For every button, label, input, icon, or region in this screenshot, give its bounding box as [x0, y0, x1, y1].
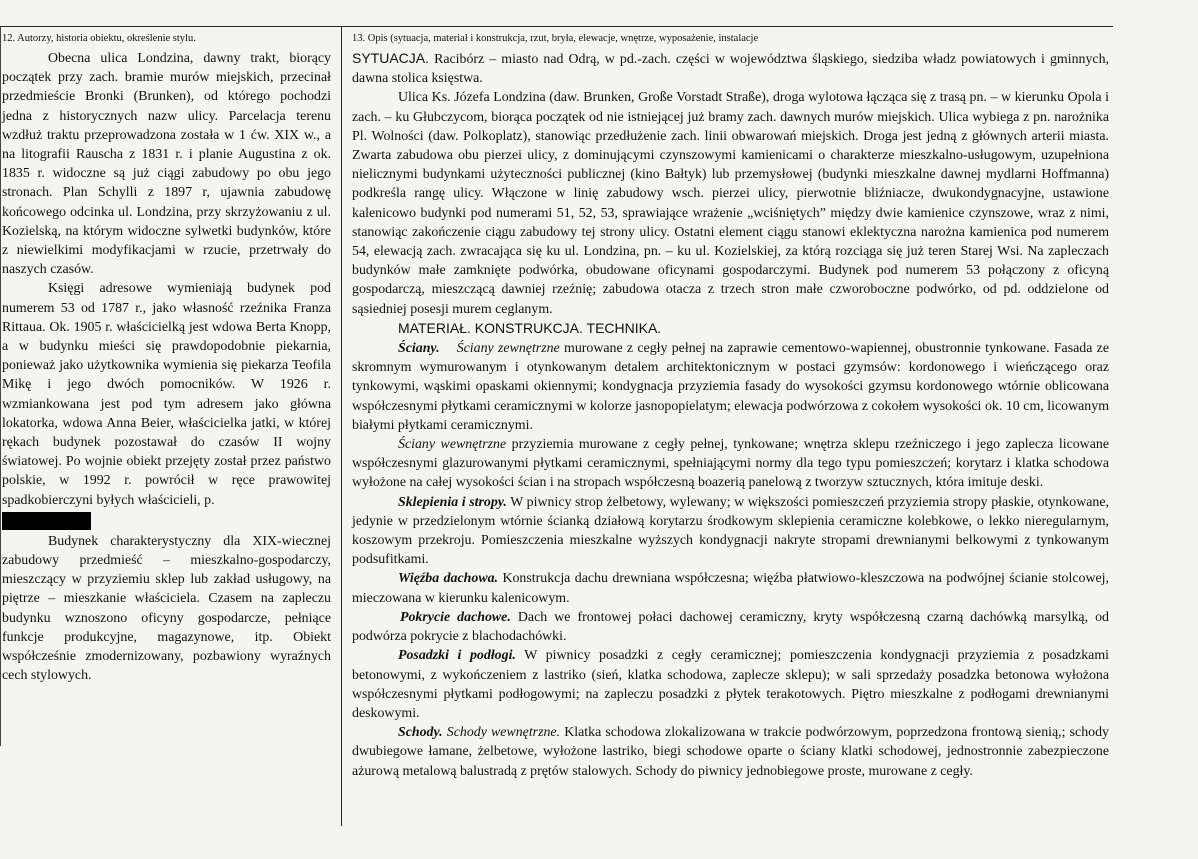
history-paragraph-2: Księgi adresowe wymieniają budynek pod numerem 53 od 1787 r., jako własność rzeźnika Franza Rittaua. Ok. 1905 r. właścicielką jest wdowa Berta Knopp, a w budynku mieści się prawdopodobnie piekarnia, ponieważ jako użytkownika wymienia się piekarza Teofila Mikę i jego dwóch pomocników. W 1926 r. wzmiankowana jest pod tym adresem jako główna lokatorka, wdowa Anna Beier, właścicielka jatki, w której rękach budynek pozostawał do czasów II wojny światowej. Po wojnie obiekt przejęty został przez państwo polskie, w 1992 r. powrócił w ręce prawowitej spadkobierczyni byłych właścicieli, p.: [2, 281, 331, 508]
sciany-zew-label: Ściany zewnętrzne: [456, 341, 560, 357]
sklepienia-paragraph: [352, 493, 1109, 570]
history-paragraph-1: Obecna ulica Londzina, dawny trakt, biorący początek przy zach. bramie murów miejskich, przecinał przedmieście Bronki (Brunken), od którego pochodzi jedna z historycznych nazw ulicy. Parcelacja terenu wzdłuż traktu przeprowadzona została w 1 ćw. XIX w., a na litografii Rauscha z 1831 r. i planie Augustina z ok. 1835 r. widoczne są już ciągi zabudowy po obu jego stronach. Plan Schylli z 1897 r, ujawnia zabudowę końcowego odcinka ul. Londzina, przy skrzyżowaniu z ul. Kozielską, na którym widoczne sylwetki budynków, które z niewielkimi modyfikacjami w rzucie, przetrwały do naszych czasów.: [2, 51, 331, 278]
sciany-wew-paragraph: [352, 435, 1109, 493]
posadzki-text: W piwnicy posadzki z cegły ceramicznej; pomieszczenia kondygnacji przyziemia z posadzkami betonowymi, z wykończeniem z lastriko (sień, klatka schodowa, zaplecze sklepu); w sali sprzedaży posadzka betonowa wyłożona współczesnymi płytkami podłogowymi; na zapleczu posadzki z płytek terakotowych. Piętro mieszkalne z podłogami drewnianymi deskowymi.: [352, 648, 1109, 721]
sciany-label: Ściany.: [398, 341, 440, 357]
column-divider: [341, 26, 342, 826]
history-column: [2, 32, 331, 686]
redaction-bar: [2, 512, 91, 530]
material-heading: [352, 319, 1109, 339]
pokrycie-paragraph: [352, 608, 1109, 646]
posadzki-label: Posadzki i podłogi.: [398, 648, 516, 664]
section-13-header: 13. Opis (sytuacja, materiał i konstrukcja, rzut, bryła, elewacje, wnętrze, wyposażenie, instalacje: [352, 33, 759, 44]
ulica-paragraph: Ulica Ks. Józefa Londzina (daw. Brunken, Große Vorstadt Straße), droga wylotowa łącząca się z trasą pn. – w kierunku Opola i zach. – ku Głubczycom, biorąca początek od nie istniejącej już bramy zach. dawnych murów miejskich. Ulica wybiega z pn. narożnika Pl. Wolności (daw. Polkoplatz), stanowiąc przedłużenie zach. linii obwarowań miejskich. Droga jest jedną z głównych arterii miasta. Zwarta zabudowa obu pierzei ulicy, z dominującymi czynszowymi kamienicami o charakterze mieszkalno-usługowym, uzupełniona nielicznymi budynkami użyteczności publicznej (kino Bałtyk) lub przemysłowej (budynki mieszkalne dawnej mydlarni Hoffmanna) podkreśla rangę ulicy. Włączone w linię zabudowy wsch. pierzei ulicy, pierwotnie bliźniacze, dwukondygnacyjne, ustawione kalenicowo budynki pod numerami 51, 52, 53, sprawiające wrażenie „wciśniętych” między dwie kamienice czynszowe, wraz z nimi, stanowiąc zakończenie ciągu zabudowy tej strony ulicy. Ostatni element ciągu stanowi eklektyczna narożna kamienica pod numerem 54, elewacją zach. zwracająca się ku ul. Londzina, pn. – ku ul. Kozielskiej, za którą rozciąga się już teren Starej Wsi. Na zapleczach budynków małe zamknięte podwórka, obudowane oficynami gospodarczymi. Budynek pod numerem 53 połączony z oficyną gospodarczą, mieszczącą dawniej rzeźnię; zabudowa otacza z trzech stron małe czworoboczne podwórko, od pd. oddzielone od sąsiedniej posesji murem ceglanym.: [352, 90, 1109, 317]
schody-text: Klatka schodowa zlokalizowana w trakcie podwórzowym, poprzedzona frontową sienią,; schody dwubiegowe łamane, żelbetowe, wyłożone lastriko, biegi schodowe oparte o ściany klatki schodowej, jednostronnie zabezpieczone ażurową metalową balustradą z prętów stalowych. Schody do piwnicy jednobiegowe proste, murowane z cegły.: [352, 725, 1109, 779]
wiezba-text: Konstrukcja dachu drewniana współczesna; więźba płatwiowo-kleszczowa na podwójnej ścianie stolcowej, mieczowana w kierunku kalenicowym.: [352, 571, 1109, 606]
style-paragraph: Budynek charakterystyczny dla XIX-wiecznej zabudowy przedmieść – mieszkalno-gospodarczy, mieszczący w przyziemiu sklep lub zakład usługowy, na piętrze – mieszkanie właściciela. Czasem na zapleczu budynku wznoszono oficyny gospodarcze, pełniące funkcje produkcyjne, magazynowe, itp. Obiekt współcześnie zmodernizowany, pozbawiony wyraźnych cech stylowych.: [2, 533, 331, 684]
sklepienia-label: Sklepienia i stropy.: [398, 494, 507, 510]
pokrycie-text: Dach we frontowej połaci dachowej ceramiczny, kryty współczesną czarną dachówką marsylką, od podwórza pokrycie z blachodachówki.: [352, 609, 1109, 645]
sciany-zew-paragraph: [352, 339, 1109, 435]
sytuacja-paragraph: [352, 49, 1109, 88]
top-rule: [1, 26, 1113, 27]
section-12-header: 12. Autorzy, historia obiektu, określenie stylu.: [2, 33, 196, 44]
pokrycie-label: Pokrycie dachowe.: [400, 609, 511, 625]
wiezba-label: Więźba dachowa.: [398, 571, 499, 587]
schody-paragraph: [352, 723, 1109, 781]
wiezba-paragraph: [352, 569, 1109, 607]
sciany-wew-label: Ściany wewnętrzne: [398, 437, 507, 453]
sytuacja-text: Racibórz – miasto nad Odrą, w pd.-zach. części w województwa śląskiego, siedziba władz powiatowych i gminnych, dawna stolica księstwa.: [352, 52, 1109, 87]
sytuacja-heading: SYTUACJA.: [352, 50, 430, 66]
description-column: [352, 32, 1109, 781]
sciany-zew-text: murowane z cegły pełnej na zaprawie cementowo-wapiennej, obustronnie tynkowane. Fasada ze skromnym wymurowanym i otynkowanym detalem architektonicznym w postaci gzymsów: kordonowego i wieńczącego oraz tynkowymi, wąskimi opaskami okiennymi; kondygnacja przyziemia fasady do wysokości gzymsu kordonowego wtórnie oblicowana współczesnymi płytkami ceramicznymi w kolorze jasnopopielatym; elewacja podwórzowa z cokołem wysokości ok. 10 cm, licowanym białymi płytkami ceramicznymi.: [352, 341, 1110, 433]
material-heading-text: MATERIAŁ. KONSTRUKCJA. TECHNIKA.: [398, 319, 662, 336]
posadzki-paragraph: [352, 646, 1109, 723]
schody-label: Schody.: [398, 725, 443, 741]
schody-sub-label: Schody wewnętrzne.: [442, 725, 561, 741]
sciany-wew-text: przyziemia murowane z cegły pełnej, tynkowane; wnętrza sklepu rzeźniczego i jego zaplecza licowane współczesnymi glazurowanymi płytkami ceramicznymi, spełniającymi normy dla tego typu pomieszczeń; korytarz i klatka schodowa wyłożone na całej wysokości ścian i na stropach współczesną boazerią panelową z tworzyw sztucznych, która imituje deski.: [352, 437, 1109, 491]
left-frame-edge: [0, 26, 1, 746]
sklepienia-text: W piwnicy strop żelbetowy, wylewany; w większości pomieszczeń przyziemia stropy płaskie, otynkowane, jedynie w przedzielonym wtórnie ścianką działową korytarzu środkowym sklepienia ceramiczne kolebkowe, o lekko nieregularnym, koszowym przekroju. Pomieszczenia mieszkalne wyższych kondygnacji nakryte stropami drewnianymi belkowymi z tynkowanym podsufitkami.: [352, 494, 1109, 568]
